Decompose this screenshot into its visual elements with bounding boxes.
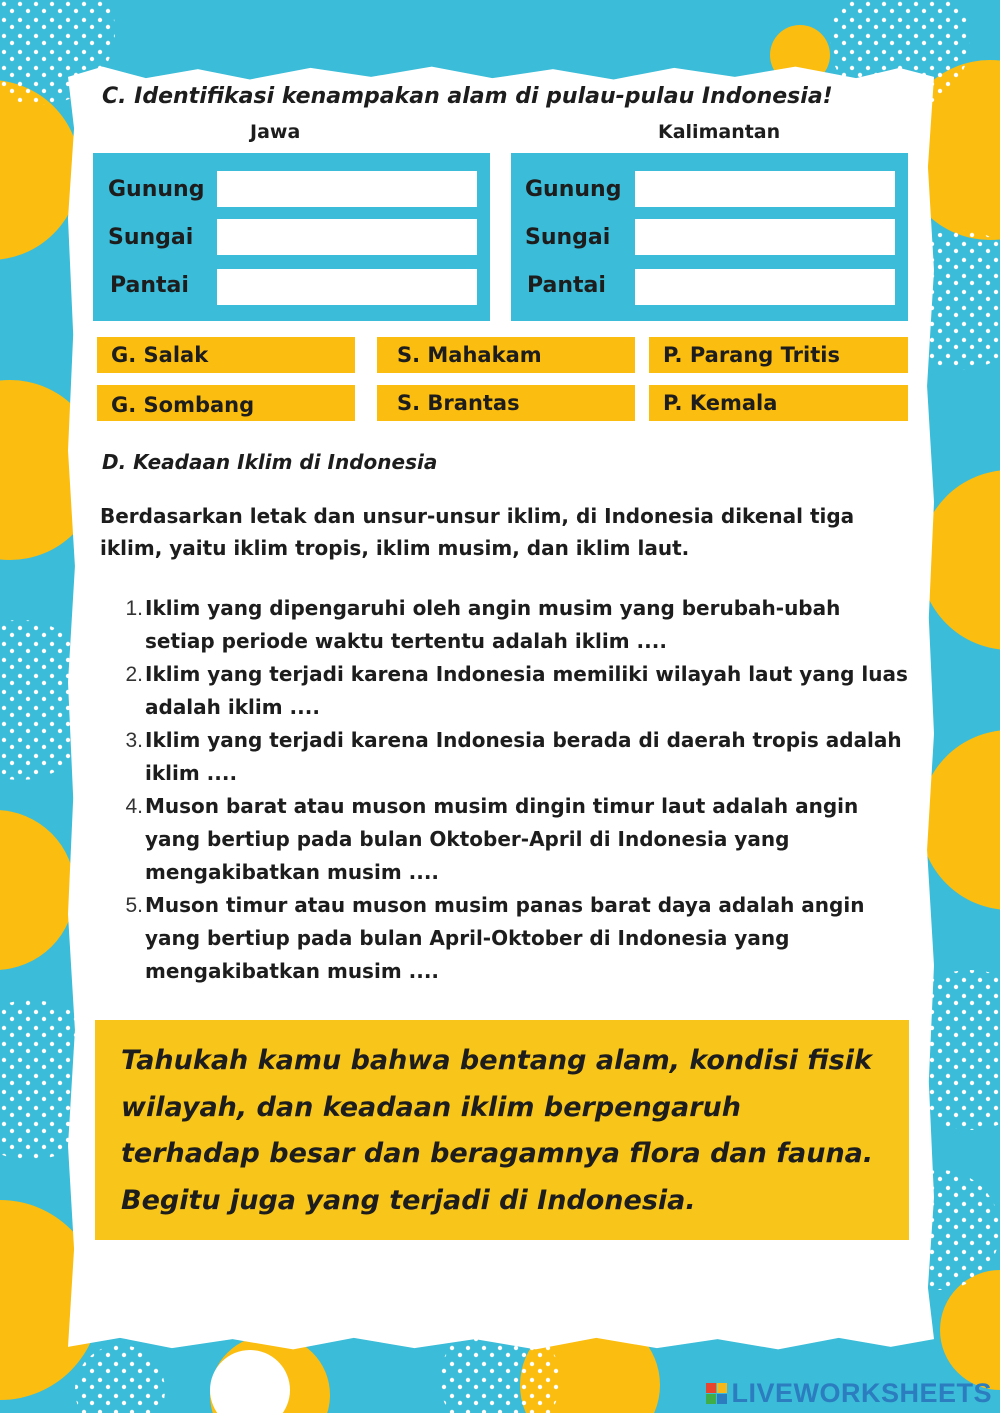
jawa-sungai-label: Sungai: [108, 225, 194, 250]
kalimantan-gunung-input[interactable]: [635, 171, 895, 207]
section-d-title: D. Keadaan Iklim di Indonesia: [102, 450, 438, 474]
section-d-intro: Berdasarkan letak dan unsur-unsur iklim, di Indonesia dikenal tiga iklim, yaitu iklim tropis, iklim musim, dan iklim laut.: [100, 504, 855, 560]
question-number: 1.: [125, 597, 143, 620]
jawa-panel: [93, 153, 490, 321]
question-item: [110, 592, 910, 658]
option-chip[interactable]: G. Salak: [97, 337, 355, 373]
question-number: 4.: [125, 795, 143, 818]
kalimantan-sungai-input[interactable]: [635, 219, 895, 255]
jawa-gunung-label: Gunung: [108, 177, 205, 202]
question-text: Iklim yang terjadi karena Indonesia berada di daerah tropis adalah iklim ....: [145, 728, 902, 785]
question-number: 3.: [125, 729, 143, 752]
question-text: Iklim yang terjadi karena Indonesia memiliki wilayah laut yang luas adalah iklim ....: [145, 662, 908, 719]
question-text: Iklim yang dipengaruhi oleh angin musim yang berubah-ubah setiap periode waktu tertentu adalah iklim ....: [145, 596, 841, 653]
logo-tile: [706, 1383, 716, 1393]
question-number: 5.: [125, 894, 143, 917]
jawa-pantai-label: Pantai: [110, 273, 189, 298]
island-label-kalimantan: Kalimantan: [658, 121, 781, 143]
option-chip[interactable]: S. Brantas: [377, 385, 635, 421]
question-text: Muson barat atau muson musim dingin timur laut adalah angin yang bertiup pada bulan Oktober-April di Indonesia yang mengakibatkan musim ....: [145, 794, 859, 884]
section-c-title: C. Identifikasi kenampakan alam di pulau-pulau Indonesia!: [102, 84, 833, 109]
kalimantan-panel: [511, 153, 908, 321]
logo-tile: [706, 1394, 716, 1404]
question-item: [110, 658, 910, 724]
question-number: 2.: [125, 663, 143, 686]
option-chip[interactable]: S. Mahakam: [377, 337, 635, 373]
brand-name: LIVEWORKSHEETS: [731, 1378, 992, 1408]
fact-box: [95, 1020, 909, 1240]
option-chip[interactable]: G. Sombang: [97, 385, 355, 421]
liveworksheets-logo-icon: [706, 1383, 727, 1404]
logo-tile: [717, 1394, 727, 1404]
question-item: [110, 724, 910, 790]
fact-box-text: Tahukah kamu bahwa bentang alam, kondisi fisik wilayah, dan keadaan iklim berpengaruh terhadap besar dan beragamnya flora dan fauna. Begitu juga yang terjadi di Indonesia.: [121, 1045, 874, 1216]
kalimantan-pantai-label: Pantai: [527, 273, 606, 298]
jawa-sungai-input[interactable]: [217, 219, 477, 255]
liveworksheets-brand[interactable]: [706, 1378, 992, 1409]
question-item: [110, 889, 910, 988]
kalimantan-gunung-label: Gunung: [525, 177, 622, 202]
island-label-jawa: Jawa: [250, 121, 301, 143]
question-text: Muson timur atau muson musim panas barat daya adalah angin yang bertiup pada bulan April-Oktober di Indonesia yang mengakibatkan musim ....: [145, 893, 865, 983]
kalimantan-pantai-input[interactable]: [635, 269, 895, 305]
logo-tile: [717, 1383, 727, 1393]
kalimantan-sungai-label: Sungai: [525, 225, 611, 250]
jawa-pantai-input[interactable]: [217, 269, 477, 305]
question-item: [110, 790, 910, 889]
question-list: [110, 592, 910, 988]
option-chip[interactable]: P. Parang Tritis: [649, 337, 908, 373]
jawa-gunung-input[interactable]: [217, 171, 477, 207]
option-chip[interactable]: P. Kemala: [649, 385, 908, 421]
